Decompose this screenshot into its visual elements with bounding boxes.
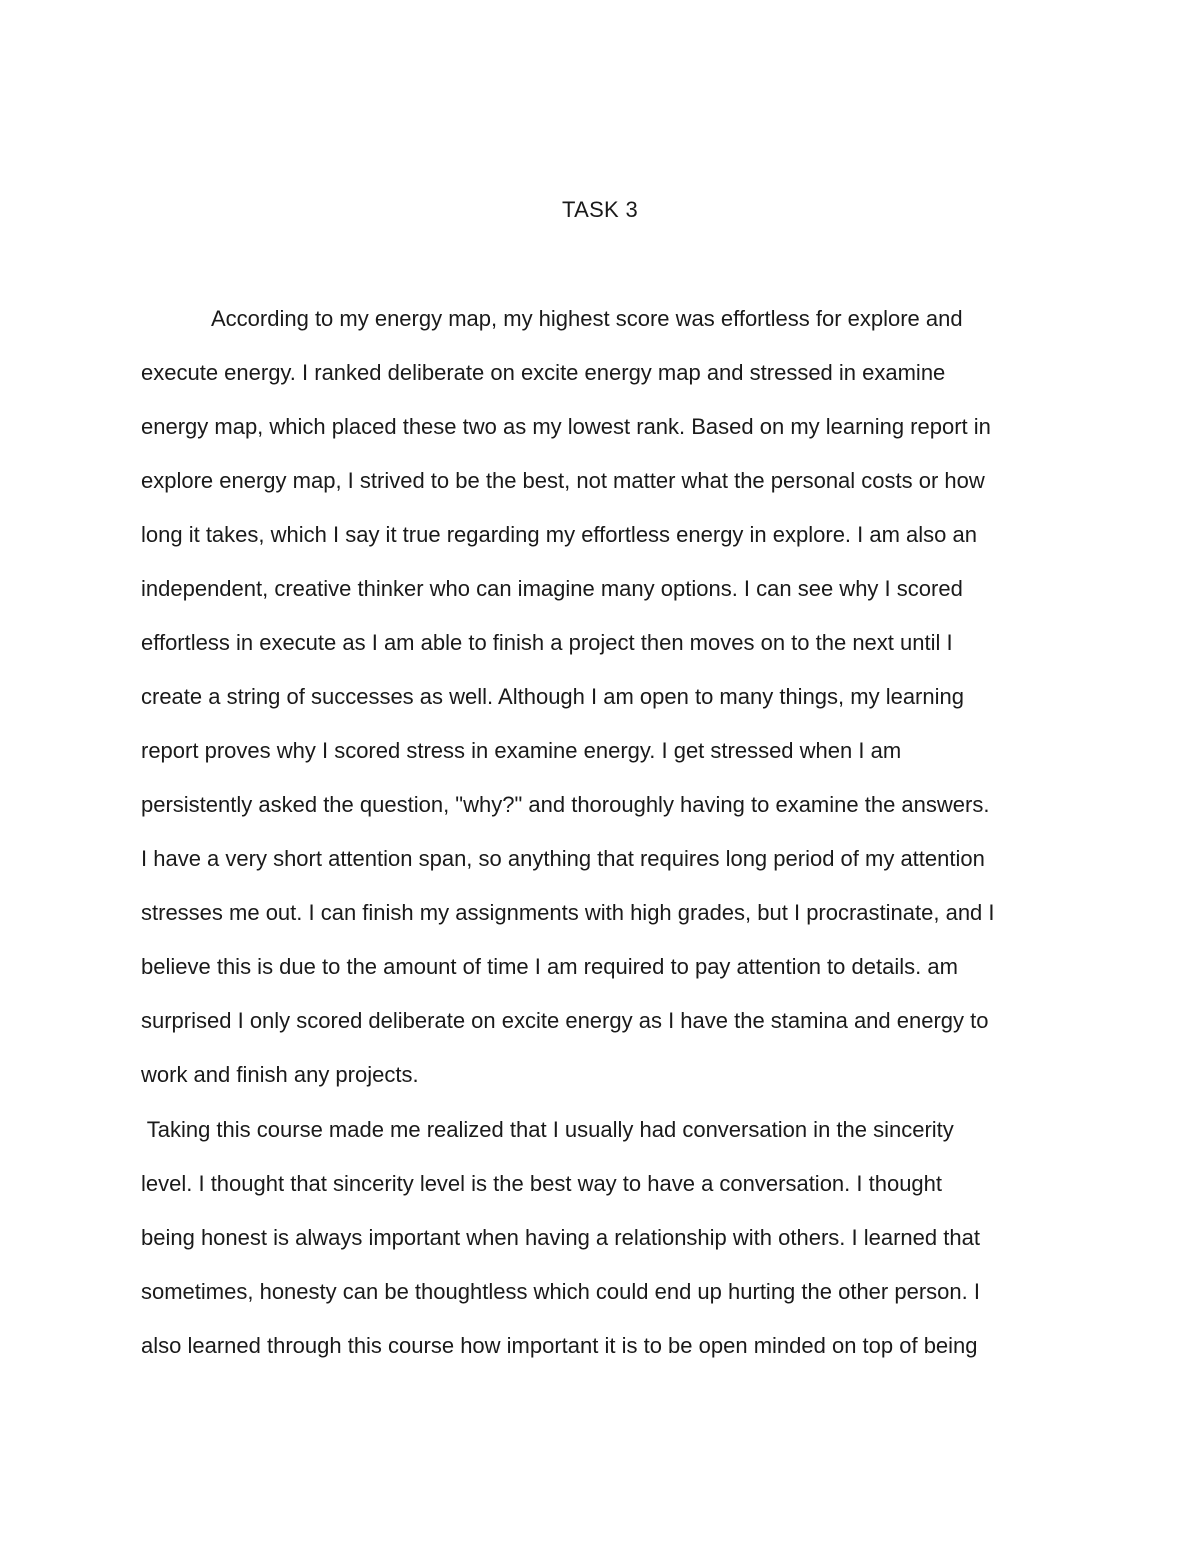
text-line-5: long it takes, which I say it true regarding my effortless energy in explore. I am also an (141, 522, 977, 547)
text-line-8: create a string of successes as well. Although I am open to many things, my learning (141, 684, 964, 709)
text-line-1: According to my energy map, my highest score was effortless for explore and (211, 306, 963, 331)
text-line-19: sometimes, honesty can be thoughtless which could end up hurting the other person. I (141, 1279, 980, 1304)
text-line-14: surprised I only scored deliberate on excite energy as I have the stamina and energy to (141, 1008, 989, 1033)
text-line-2: execute energy. I ranked deliberate on excite energy map and stressed in examine (141, 360, 946, 385)
text-line-16: Taking this course made me realized that I usually had conversation in the sincerity (141, 1117, 954, 1142)
text-line-7: effortless in execute as I am able to finish a project then moves on to the next until I (141, 630, 953, 655)
text-line-3: energy map, which placed these two as my lowest rank. Based on my learning report in (141, 414, 991, 439)
text-line-4: explore energy map, I strived to be the best, not matter what the personal costs or how (141, 468, 985, 493)
text-line-11: I have a very short attention span, so anything that requires long period of my attention (141, 846, 985, 871)
text-line-15: work and finish any projects. (141, 1062, 419, 1087)
text-line-6: independent, creative thinker who can imagine many options. I can see why I scored (141, 576, 963, 601)
text-line-17: level. I thought that sincerity level is the best way to have a conversation. I thought (141, 1171, 943, 1196)
text-line-13: believe this is due to the amount of time I am required to pay attention to details. am (141, 954, 958, 979)
text-line-18: being honest is always important when having a relationship with others. I learned that (141, 1225, 980, 1250)
page-title: TASK 3 (562, 197, 638, 222)
text-line-12: stresses me out. I can finish my assignments with high grades, but I procrastinate, and I (141, 900, 995, 925)
text-line-10: persistently asked the question, "why?" and thoroughly having to examine the answers. (141, 792, 990, 817)
text-line-20: also learned through this course how important it is to be open minded on top of being (141, 1333, 978, 1358)
text-line-9: report proves why I scored stress in examine energy. I get stressed when I am (141, 738, 902, 763)
